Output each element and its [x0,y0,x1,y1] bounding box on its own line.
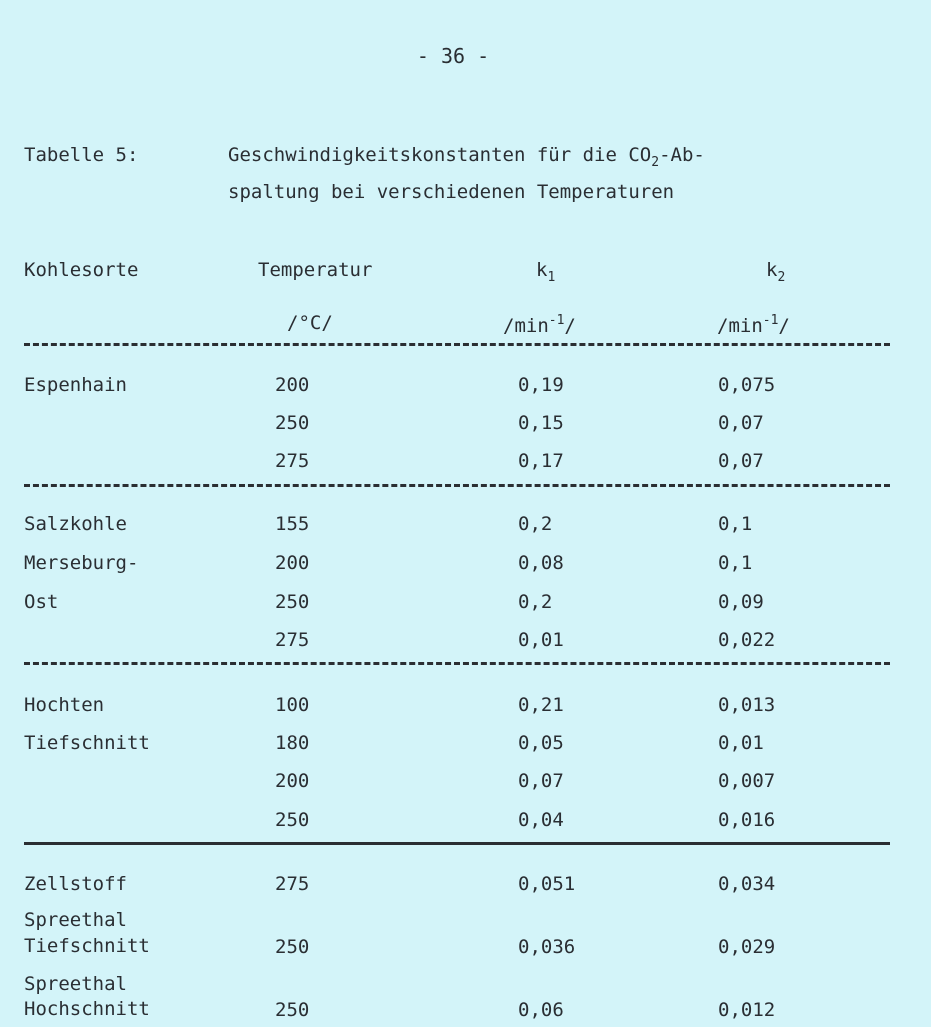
header-k1: $k_1$ [536,259,556,285]
k2-cell: 0,029 [718,936,776,958]
k2-cell: 0,07 [718,450,764,472]
k1-cell: 0,07 [518,770,564,792]
k2-cell: 0,01 [718,732,764,754]
k2-cell: 0,1 [718,552,753,574]
coal-type-label: Tiefschnitt [24,935,150,957]
k1-cell: 0,2 [518,591,553,613]
header-k1-unit: $/\min^{-1}/$ [503,313,576,337]
temperature-cell: 250 [275,412,310,434]
temperature-cell: 200 [275,374,310,396]
temperature-cell: 250 [275,809,310,831]
temperature-cell: 155 [275,513,310,535]
header-temperature-unit: /°C/ [287,312,333,334]
table-caption-line-1: Geschwindigkeitskonstanten für die $CO_2-Ab-$ [228,144,705,170]
group-divider [24,662,890,665]
temperature-cell: 100 [275,694,310,716]
coal-type-label: Hochten [24,694,105,716]
header-temperature: Temperatur [258,259,373,281]
group-divider [24,842,890,845]
coal-type-label: Merseburg- [24,552,139,574]
temperature-cell: 250 [275,999,310,1021]
coal-type-label: Zellstoff [24,873,127,895]
k2-cell: 0,07 [718,412,764,434]
header-rule [24,343,890,346]
coal-type-label: Spreethal [24,909,127,931]
temperature-cell: 275 [275,873,310,895]
k2-cell: 0,075 [718,374,776,396]
table-caption-label: Tabelle 5: [24,144,139,166]
coal-type-label: Tiefschnitt [24,732,150,754]
temperature-cell: 180 [275,732,310,754]
coal-type-label: Spreethal [24,973,127,995]
coal-type-label: Ost [24,591,59,613]
k1-cell: 0,21 [518,694,564,716]
k1-cell: 0,2 [518,513,553,535]
temperature-cell: 250 [275,936,310,958]
k2-cell: 0,1 [718,513,753,535]
k2-cell: 0,016 [718,809,776,831]
header-k2: $k_2$ [766,259,786,285]
temperature-cell: 275 [275,629,310,651]
k1-cell: 0,04 [518,809,564,831]
k2-cell: 0,022 [718,629,776,651]
coal-type-label: Espenhain [24,374,127,396]
k2-cell: 0,09 [718,591,764,613]
temperature-cell: 200 [275,552,310,574]
k2-cell: 0,012 [718,999,776,1021]
header-coal-type: Kohlesorte [24,259,139,281]
page-number: - 36 - [416,44,490,68]
coal-type-label: Salzkohle [24,513,127,535]
k1-cell: 0,051 [518,873,576,895]
k1-cell: 0,08 [518,552,564,574]
temperature-cell: 275 [275,450,310,472]
header-k2-unit: $/\min^{-1}/$ [717,313,790,337]
k1-cell: 0,01 [518,629,564,651]
k2-cell: 0,034 [718,873,776,895]
temperature-cell: 250 [275,591,310,613]
k1-cell: 0,17 [518,450,564,472]
k1-cell: 0,036 [518,936,576,958]
k2-cell: 0,013 [718,694,776,716]
k1-cell: 0,06 [518,999,564,1021]
temperature-cell: 200 [275,770,310,792]
k2-cell: 0,007 [718,770,776,792]
k1-cell: 0,19 [518,374,564,396]
group-divider [24,484,890,487]
table-caption-line-2: spaltung bei verschiedenen Temperaturen [228,181,675,203]
k1-cell: 0,15 [518,412,564,434]
coal-type-label: Hochschnitt [24,998,150,1020]
k1-cell: 0,05 [518,732,564,754]
